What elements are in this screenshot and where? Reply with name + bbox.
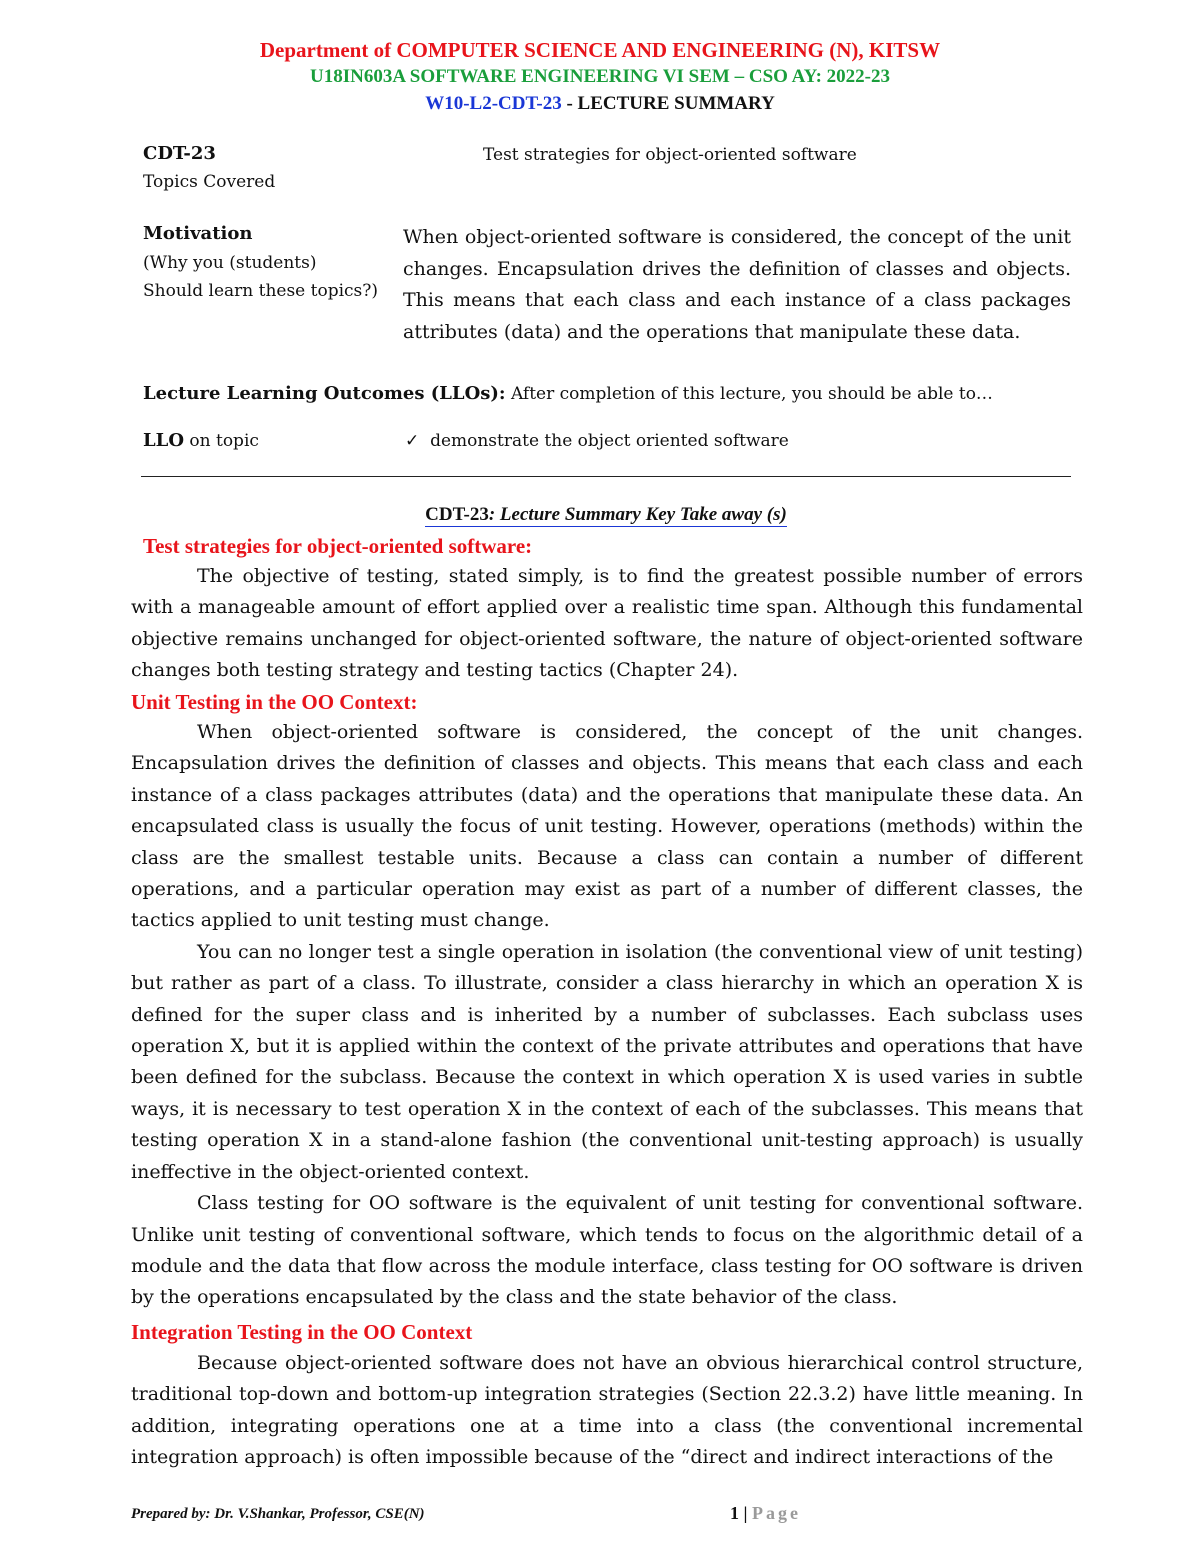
llo-item — [405, 431, 789, 451]
llo-heading — [143, 383, 993, 404]
department-title: Department of COMPUTER SCIENCE AND ENGINEERING (N), KITSW — [259, 38, 941, 62]
paragraph: Class testing for OO software is the equivalent of unit testing for conventional software. Unlike unit testing of conventional software, which tends to focus on the algorithmic detail of a module and the data that flow across the module interface, class testing for OO software is driven by the operations encapsulated by the class and the state behavior of the class. — [131, 1192, 1083, 1309]
summary-title-underlined — [425, 504, 787, 527]
paragraph: When object-oriented software is considered, the concept of the unit changes. Encapsulation drives the definition of classes and objects. This means that each class and each instance of a class packages attributes (data) and the operations that manipulate these data. An encapsulated class is usually the focus of unit testing. However, operations (methods) within the class are the smallest testable units. Because a class can contain a number of different operations, and a particular operation may exist as part of a number of different classes, the tactics applied to unit testing must change. — [131, 721, 1083, 932]
section-body-test-strategies — [131, 561, 1083, 687]
section-heading-test-strategies: Test strategies for object-oriented software: — [143, 534, 533, 558]
motivation-sub-1: (Why you (students) — [143, 253, 317, 273]
lecture-code: W10-L2-CDT-23 — [425, 93, 562, 114]
section-heading-unit-testing: Unit Testing in the OO Context: — [131, 690, 418, 714]
checkmark-icon: ✓ — [405, 431, 420, 451]
section-divider — [141, 476, 1071, 477]
llo-label — [143, 430, 259, 451]
llo-item-text: demonstrate the object oriented software — [430, 431, 789, 451]
lecture-code-title — [0, 93, 1200, 115]
footer-prepared-by: Prepared by: Dr. V.Shankar, Professor, CSE(N) — [131, 1506, 425, 1522]
motivation-sub-2: Should learn these topics?) — [143, 281, 379, 301]
llo-heading-bold: Lecture Learning Outcomes (LLOs): — [143, 383, 506, 404]
cdt-label: CDT-23 — [143, 143, 216, 164]
llo-label-rest: on topic — [184, 431, 259, 451]
section-heading-integration-testing: Integration Testing in the OO Context — [131, 1320, 473, 1344]
page-word: Page — [751, 1503, 801, 1523]
paragraph: Because object-oriented software does not have an obvious hierarchical control structure, traditional top-down and bottom-up integration strategies (Section 22.3.2) have little meaning. In addition, integrating operations one at a time into a class (the conventional incremental integration approach) is often impossible because of the “direct and indirect interactions of the — [131, 1352, 1083, 1469]
lecture-summary-label: - LECTURE SUMMARY — [561, 93, 775, 114]
section-body-integration-testing — [131, 1348, 1083, 1474]
summary-title-code: CDT-23 — [425, 504, 489, 525]
llo-heading-rest: After completion of this lecture, you should be able to… — [505, 384, 993, 404]
llo-label-bold: LLO — [143, 430, 184, 451]
motivation-text: When object-oriented software is considered, the concept of the unit changes. Encapsulation drives the definition of classes and objects. This means that each class and each instance of a class packages attributes (data) and the operations that manipulate these data. — [403, 226, 1071, 343]
section-body-unit-testing — [131, 717, 1083, 1314]
paragraph: You can no longer test a single operation in isolation (the conventional view of unit testing) but rather as part of a class. To illustrate, consider a class hierarchy in which an operation X is defined for the super class and is inherited by a number of subclasses. Each subclass uses operation X, but it is applied within the context of the private attributes and operations that have been defined for the subclass. Because the context in which operation X is used varies in subtle ways, it is necessary to test operation X in the context of each of the subclasses. This means that testing operation X in a stand-alone fashion (the conventional unit-testing approach) is usually ineffective in the object-oriented context. — [131, 940, 1083, 1183]
summary-title — [0, 504, 1200, 526]
motivation-label: Motivation — [143, 223, 253, 244]
page-number: 1 — [730, 1503, 739, 1523]
topic-value: Test strategies for object-oriented software — [483, 145, 857, 165]
footer-page-number — [730, 1503, 801, 1524]
course-title: U18IN603A SOFTWARE ENGINEERING VI SEM – CSO AY: 2022-23 — [310, 66, 890, 87]
paragraph: The objective of testing, stated simply, is to find the greatest possible number of errors with a manageable amount of effort applied over a realistic time span. Although this fundamental objective remains unchanged for object-oriented software, the nature of object-oriented software changes both testing strategy and testing tactics (Chapter 24). — [131, 565, 1083, 682]
page-separator: | — [739, 1503, 752, 1523]
topics-covered-label: Topics Covered — [143, 172, 276, 192]
summary-title-rest: : Lecture Summary Key Take away (s) — [488, 504, 787, 525]
